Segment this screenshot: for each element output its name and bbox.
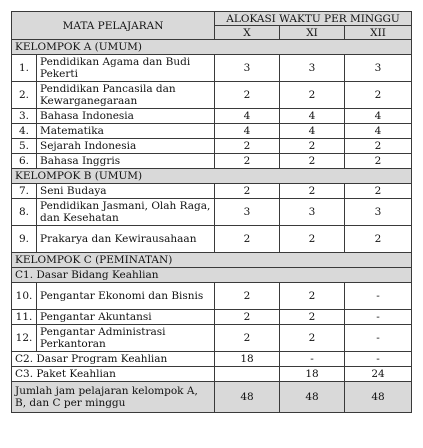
row-number: 8. — [12, 199, 37, 226]
hours-xi: 2 — [280, 82, 345, 109]
hours-xi: 2 — [280, 154, 345, 169]
row-number: 12. — [12, 325, 37, 352]
group-c1-label: C1. Dasar Bidang Keahlian — [12, 268, 412, 283]
hours-xi: 2 — [280, 139, 345, 154]
table-row — [12, 184, 412, 199]
table-row — [12, 325, 412, 352]
curriculum-table — [11, 11, 412, 413]
hours-xi: 4 — [280, 109, 345, 124]
hours-x: 18 — [215, 352, 280, 367]
hours-xi: 18 — [280, 367, 345, 382]
hours-xii: 3 — [345, 55, 412, 82]
subject-name: Bahasa Indonesia — [37, 109, 215, 124]
table-row — [12, 154, 412, 169]
subject-name: Pendidikan Pancasila dan Kewarganegaraan — [37, 82, 215, 109]
group-c1-row — [12, 268, 412, 283]
group-b-label: KELOMPOK B (UMUM) — [12, 169, 412, 184]
table-row — [12, 283, 412, 310]
hours-xii: 2 — [345, 139, 412, 154]
group-c-label: KELOMPOK C (PEMINATAN) — [12, 253, 412, 268]
row-number: 1. — [12, 55, 37, 82]
total-xi: 48 — [280, 382, 345, 413]
allocation-header: ALOKASI WAKTU PER MINGGU — [215, 12, 412, 26]
subject-name: C3. Paket Keahlian — [12, 367, 215, 382]
hours-x: 2 — [215, 226, 280, 253]
hours-xii: 2 — [345, 154, 412, 169]
group-a-row — [12, 40, 412, 55]
table-row — [12, 310, 412, 325]
hours-xi: 3 — [280, 55, 345, 82]
hours-xii: - — [345, 325, 412, 352]
subject-name: Pengantar Administrasi Perkantoran — [37, 325, 215, 352]
hours-x: 2 — [215, 325, 280, 352]
hours-x: 3 — [215, 199, 280, 226]
hours-x: 2 — [215, 139, 280, 154]
total-xii: 48 — [345, 382, 412, 413]
hours-xii: 4 — [345, 109, 412, 124]
row-number: 2. — [12, 82, 37, 109]
table-row — [12, 124, 412, 139]
row-number: 11. — [12, 310, 37, 325]
hours-x: 3 — [215, 55, 280, 82]
table-row-c2 — [12, 352, 412, 367]
subject-name: Pendidikan Agama dan Budi Pekerti — [37, 55, 215, 82]
subject-name: Prakarya dan Kewirausahaan — [37, 226, 215, 253]
hours-xii: 2 — [345, 82, 412, 109]
subject-name: Pendidikan Jasmani, Olah Raga, dan Kesehatan — [37, 199, 215, 226]
group-b-row — [12, 169, 412, 184]
grade-xi-header: XI — [280, 26, 345, 40]
group-a-label: KELOMPOK A (UMUM) — [12, 40, 412, 55]
hours-xii: - — [345, 310, 412, 325]
hours-xi: - — [280, 352, 345, 367]
grade-x-header: X — [215, 26, 280, 40]
hours-xi: 4 — [280, 124, 345, 139]
table-row-c3 — [12, 367, 412, 382]
hours-x: 2 — [215, 310, 280, 325]
header-row-1 — [12, 12, 412, 26]
total-x: 48 — [215, 382, 280, 413]
hours-xi: 2 — [280, 283, 345, 310]
table-row — [12, 199, 412, 226]
subject-name: C2. Dasar Program Keahlian — [12, 352, 215, 367]
table-row — [12, 55, 412, 82]
hours-xi: 2 — [280, 325, 345, 352]
hours-x: 2 — [215, 82, 280, 109]
table-row — [12, 226, 412, 253]
subject-name: Sejarah Indonesia — [37, 139, 215, 154]
row-number: 5. — [12, 139, 37, 154]
table-row — [12, 109, 412, 124]
hours-xii: 4 — [345, 124, 412, 139]
curriculum-table-container — [11, 11, 411, 413]
hours-xi: 2 — [280, 310, 345, 325]
table-row — [12, 139, 412, 154]
row-number: 9. — [12, 226, 37, 253]
hours-xii: - — [345, 283, 412, 310]
hours-xi: 2 — [280, 184, 345, 199]
row-number: 7. — [12, 184, 37, 199]
total-label: Jumlah jam pelajaran kelompok A, B, dan C per minggu — [12, 382, 215, 413]
subject-name: Pengantar Akuntansi — [37, 310, 215, 325]
hours-x: 4 — [215, 109, 280, 124]
group-c-row — [12, 253, 412, 268]
hours-x: 2 — [215, 184, 280, 199]
subject-name: Bahasa Inggris — [37, 154, 215, 169]
row-number: 3. — [12, 109, 37, 124]
hours-x — [215, 367, 280, 382]
subject-name: Pengantar Ekonomi dan Bisnis — [37, 283, 215, 310]
row-number: 6. — [12, 154, 37, 169]
subject-name: Seni Budaya — [37, 184, 215, 199]
subject-header: MATA PELAJARAN — [12, 12, 215, 40]
row-number: 4. — [12, 124, 37, 139]
hours-xii: - — [345, 352, 412, 367]
grade-xii-header: XII — [345, 26, 412, 40]
hours-xii: 2 — [345, 184, 412, 199]
total-row — [12, 382, 412, 413]
table-row — [12, 82, 412, 109]
hours-x: 2 — [215, 154, 280, 169]
hours-xii: 24 — [345, 367, 412, 382]
hours-xi: 3 — [280, 199, 345, 226]
subject-name: Matematika — [37, 124, 215, 139]
hours-xii: 3 — [345, 199, 412, 226]
hours-x: 2 — [215, 283, 280, 310]
hours-x: 4 — [215, 124, 280, 139]
hours-xii: 2 — [345, 226, 412, 253]
hours-xi: 2 — [280, 226, 345, 253]
row-number: 10. — [12, 283, 37, 310]
